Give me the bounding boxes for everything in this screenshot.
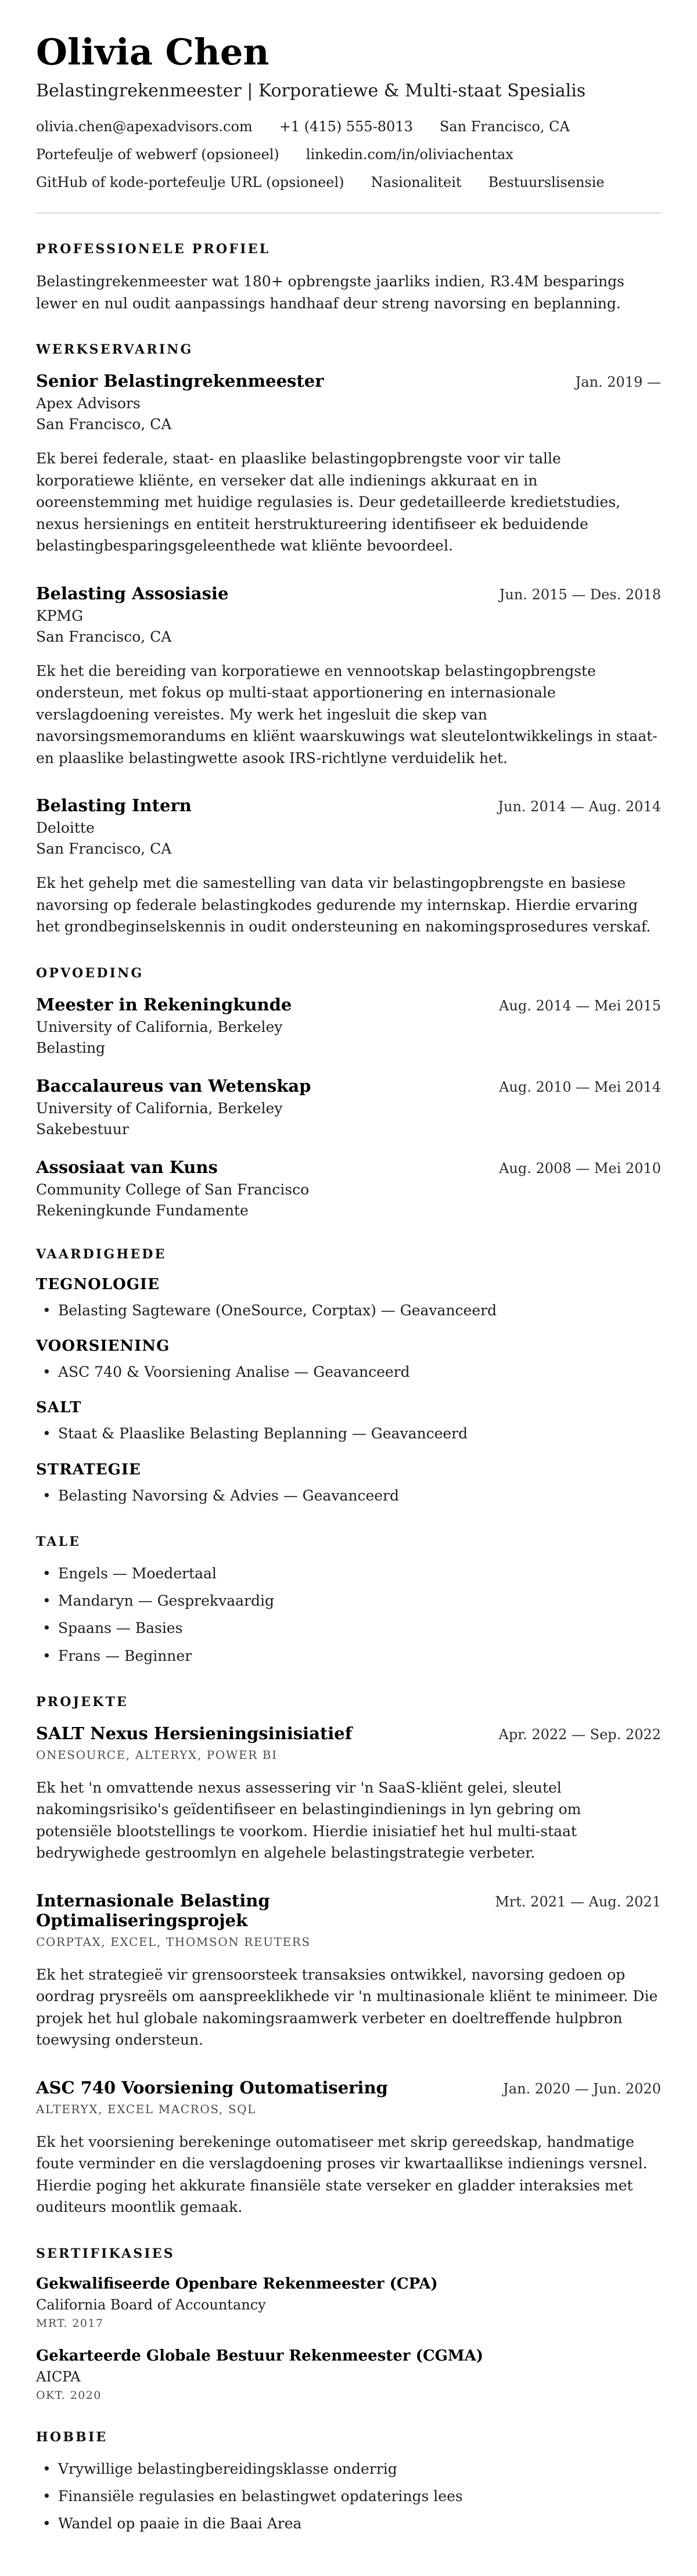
project-tools: ALTERYX, EXCEL MACROS, SQL (36, 2102, 257, 2116)
degree-title: Baccalaureus van Wetenskap (36, 1075, 311, 1096)
project-entry (36, 1724, 661, 1864)
certification-title: Gekwalifiseerde Openbare Rekenmeester (CPA) (36, 2275, 438, 2293)
project-dates: Mrt. 2021 — Aug. 2021 (495, 1893, 661, 1910)
experience-entry-head (36, 584, 661, 603)
project-title: Internasionale Belasting Optimaliseringsprojek (36, 1890, 270, 1930)
project-title: ASC 740 Voorsiening Outomatisering (36, 2077, 388, 2098)
section-education (36, 966, 661, 1219)
hobby-item: • Wandel op paaie in die Baai Area (36, 2513, 661, 2534)
candidate-name: Olivia Chen (36, 31, 270, 73)
certification-issuer: AICPA (36, 2368, 81, 2385)
portfolio-placeholder: Portefeulje of webwerf (opsioneel) (36, 146, 279, 163)
header-divider (36, 213, 661, 214)
contact-row-secondary (36, 146, 661, 163)
project-description: Ek het 'n omvattende nexus assessering vir 'n SaaS-kliënt gelei, sleutel nakomingsrisiko's geïdentifiseer en belastingindienings in lyn gebring om potensiële blootstellings te voorkom. Hierdie inisiatief het hul multi-staat bedrywighede gestroomlyn en algehele belastingstrategie verbeter. (36, 1779, 581, 1862)
skill-list (36, 1362, 661, 1383)
section-skills (36, 1247, 661, 1506)
project-dates: Jan. 2020 — Jun. 2020 (503, 2080, 661, 2097)
certification-issuer: California Board of Accountancy (36, 2296, 266, 2313)
job-company: Deloitte (36, 819, 95, 837)
section-heading-experience: WERKSERVARING (36, 342, 193, 358)
skill-group-name: TEGNOLOGIE (36, 1275, 160, 1293)
skill-item: • Belasting Navorsing & Advies — Geavanceerd (36, 1485, 661, 1506)
job-dates: Jun. 2014 — Aug. 2014 (498, 798, 661, 815)
skill-item: • ASC 740 & Voorsiening Analise — Geavanceerd (36, 1362, 661, 1383)
section-heading-certifications: SERTIFIKASIES (36, 2246, 175, 2261)
skill-group-name: VOORSIENING (36, 1337, 170, 1355)
section-projects (36, 1694, 661, 2218)
job-description: Ek het gehelp met die samestelling van data vir belastingopbrengste en basiese navorsing op federale belastingkodes gedurende my internskap. Hierdie ervaring het grondbeginselskennis in oudit ondersteuning en nakomingsprosedures verskaf. (36, 875, 651, 936)
skill-list (36, 1485, 661, 1506)
section-heading-skills: VAARDIGHEDE (36, 1246, 167, 1262)
contact-row-tertiary (36, 174, 661, 190)
experience-entry (36, 584, 661, 769)
project-entry (36, 1891, 661, 2051)
candidate-headline: Belastingrekenmeester | Korporatiewe & Multi-staat Spesialis (36, 81, 586, 102)
certification-date: OKT. 2020 (36, 2388, 102, 2402)
job-company: KPMG (36, 607, 84, 624)
skill-item: • Staat & Plaaslike Belasting Beplanning — Geavanceerd (36, 1423, 661, 1444)
degree-title: Assosiaat van Kuns (36, 1157, 218, 1177)
section-heading-profile: PROFESSIONELE PROFIEL (36, 242, 271, 257)
skill-group (36, 1337, 661, 1383)
linkedin-link[interactable]: linkedin.com/in/oliviachentax (306, 146, 513, 163)
project-dates: Apr. 2022 — Sep. 2022 (498, 1726, 661, 1743)
certification-title: Gekarteerde Globale Bestuur Rekenmeester (CGMA) (36, 2347, 484, 2365)
job-description: Ek het die bereiding van korporatiewe en vennootskap belastingopbrengste ondersteun, met fokus op multi-staat apportionering en internasionale verslagdoening vereistes. My werk het ingesluit die skep van navorsingsmemorandums en kliënt waarskuwings wat sleutelontwikkelings in staat- en plaaslike belastingwette asook IRS-richtlyne verduidelik het. (36, 662, 658, 767)
school-name: University of California, Berkeley (36, 1018, 283, 1035)
hobby-item: • Finansiële regulasies en belastingwet opdaterings lees (36, 2486, 661, 2507)
certification-entry (36, 2347, 661, 2402)
degree-dates: Aug. 2008 — Mei 2010 (499, 1160, 661, 1177)
certification-date: MRT. 2017 (36, 2316, 104, 2330)
section-languages (36, 1534, 661, 1667)
degree-dates: Aug. 2014 — Mei 2015 (499, 997, 661, 1014)
email-link[interactable]: olivia.chen@apexadvisors.com (36, 118, 253, 135)
experience-entry-head (36, 371, 661, 391)
project-entry-head (36, 2078, 661, 2098)
project-entry-head (36, 1724, 661, 1743)
contact-row-primary (36, 118, 661, 135)
section-certifications (36, 2246, 661, 2402)
project-description: Ek het strategieë vir grensoorsteek transaksies ontwikkel, navorsing gedoen op oordrag prysreëls om aanspreeklikhede vir 'n multinasionale kliënt te minimeer. Die projek het hul globale nakomingsraamwerk verbeter en doeltreffende hulpbron toewysing ondersteun. (36, 1966, 658, 2049)
education-entry-head (36, 1157, 661, 1177)
job-location: San Francisco, CA (36, 628, 172, 645)
section-profile (36, 242, 661, 314)
degree-dates: Aug. 2010 — Mei 2014 (499, 1078, 661, 1095)
skill-item: • Belasting Sagteware (OneSource, Corptax) — Geavanceerd (36, 1300, 661, 1321)
job-title: Belasting Assosiasie (36, 583, 229, 603)
section-heading-hobbies: HOBBIE (36, 2429, 108, 2445)
skill-group (36, 1276, 661, 1321)
job-location: San Francisco, CA (36, 416, 172, 433)
profile-summary: Belastingrekenmeester wat 180+ opbrengste jaarliks indien, R3.4M besparings lewer en nul oudit aanpassings handhaaf deur streng navorsing en beplanning. (36, 273, 624, 312)
experience-entry (36, 796, 661, 938)
field-of-study: Sakebestuur (36, 1120, 129, 1138)
education-entry-head (36, 995, 661, 1014)
location-text: San Francisco, CA (439, 118, 570, 135)
experience-entry-head (36, 796, 661, 815)
job-company: Apex Advisors (36, 395, 141, 412)
nationality-placeholder: Nasionaliteit (371, 174, 462, 191)
skill-list (36, 1300, 661, 1321)
skill-group-name: SALT (36, 1399, 82, 1417)
resume-header (36, 31, 661, 190)
field-of-study: Rekeningkunde Fundamente (36, 1201, 249, 1219)
skill-list (36, 1423, 661, 1444)
project-tools: CORPTAX, EXCEL, THOMSON REUTERS (36, 1934, 311, 1949)
language-item: • Mandaryn — Gesprekvaardig (36, 1591, 661, 1611)
section-heading-languages: TALE (36, 1534, 81, 1549)
section-heading-education: OPVOEDING (36, 965, 144, 981)
language-item: • Spaans — Basies (36, 1618, 661, 1639)
education-entry (36, 995, 661, 1056)
field-of-study: Belasting (36, 1039, 106, 1056)
project-title: SALT Nexus Hersieningsinisiatief (36, 1723, 353, 1743)
job-location: San Francisco, CA (36, 840, 172, 858)
degree-title: Meester in Rekeningkunde (36, 994, 292, 1014)
school-name: Community College of San Francisco (36, 1181, 310, 1198)
certification-entry (36, 2275, 661, 2330)
hobby-item: • Vrywillige belastingbereidingsklasse onderrig (36, 2459, 661, 2480)
project-description: Ek het voorsiening berekeninge outomatiseer met skrip gereedskap, handmatige foute verminder en die verslagdoening proses vir kwartaallikse indienings versnel. Hierdie poging het akkurate finansiële state verseker en gladder interaksies met ouditeurs moontlik gemaak. (36, 2133, 648, 2216)
job-title: Senior Belastingrekenmeester (36, 371, 324, 391)
phone-number: +1 (415) 555-8013 (279, 118, 413, 135)
language-item: • Engels — Moedertaal (36, 1563, 661, 1584)
skill-group (36, 1399, 661, 1444)
project-tools: ONESOURCE, ALTERYX, POWER BI (36, 1747, 278, 1762)
github-placeholder: GitHub of kode-portefeulje URL (opsioneel) (36, 174, 344, 191)
project-entry (36, 2078, 661, 2218)
section-experience (36, 342, 661, 938)
skill-group-name: STRATEGIE (36, 1460, 141, 1478)
skill-group (36, 1461, 661, 1506)
job-dates: Jun. 2015 — Des. 2018 (499, 586, 661, 603)
language-item: • Frans — Beginner (36, 1646, 661, 1667)
education-entry-head (36, 1076, 661, 1096)
section-heading-projects: PROJEKTE (36, 1694, 129, 1710)
experience-entry (36, 371, 661, 557)
job-title: Belasting Intern (36, 796, 192, 816)
job-dates: Jan. 2019 — (575, 374, 661, 391)
hobby-list (36, 2459, 661, 2535)
license-placeholder: Bestuurslisensie (488, 174, 605, 191)
section-hobbies (36, 2430, 661, 2535)
job-description: Ek berei federale, staat- en plaaslike belastingopbrengste voor vir talle korporatiewe kliënte, en verseker dat alle indienings akkuraat en in ooreenstemming met huidige regulasies is. Deur gedetailleerde kredietstudies, nexus hersienings en entiteit herstruktureering identifiseer ek beduidende belastingbesparingsgeleenthede wat kliënte bevoordeel. (36, 450, 621, 555)
language-list (36, 1563, 661, 1667)
school-name: University of California, Berkeley (36, 1099, 283, 1117)
education-entry (36, 1076, 661, 1138)
education-entry (36, 1157, 661, 1219)
project-entry-head (36, 1891, 661, 1930)
